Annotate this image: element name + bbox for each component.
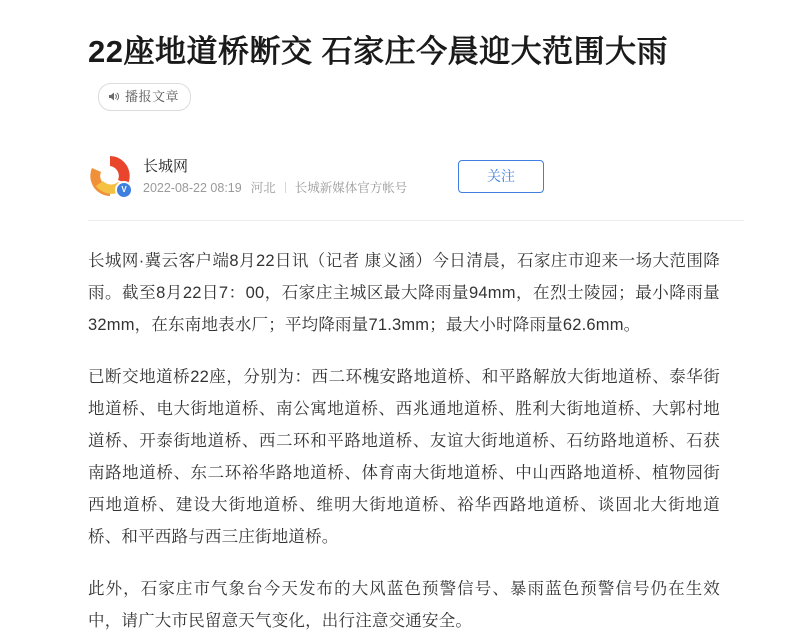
article-body: [88, 221, 744, 637]
region-label: 河北: [250, 180, 276, 195]
account-type: 长城新媒体官方帐号: [294, 180, 408, 195]
page-title-text: 22座地道桥断交 石家庄今晨迎大范围大雨: [88, 34, 669, 69]
source-name[interactable]: 长城网: [143, 157, 189, 175]
meta-line: [143, 180, 458, 196]
tts-play-button[interactable]: [98, 83, 191, 111]
meta-separator: [285, 182, 286, 193]
speaker-icon: [107, 90, 120, 103]
article-meta: [88, 154, 744, 221]
tts-play-label: 播报文章: [125, 88, 180, 104]
paragraph: 此外，石家庄市气象台今天发布的大风蓝色预警信号、暴雨蓝色预警信号仍在生效中，请广大市民留意天气变化，出行注意交通安全。: [88, 580, 720, 630]
paragraph: 已断交地道桥22座，分别为：西二环槐安路地道桥、和平路解放大街地道桥、泰华街地道桥、电大街地道桥、南公寓地道桥、西兆通地道桥、胜利大街地道桥、大郭村地道桥、开泰街地道桥、西二环和平路地道桥、友谊大街地道桥、石纺路地道桥、石获南路地道桥、东二环裕华路地道桥、体育南大街地道桥、中山西路地道桥、植物园街西地道桥、建设大街地道桥、维明大街地道桥、裕华西路地道桥、谈固北大街地道桥、和平西路与西三庄街地道桥。: [88, 368, 720, 546]
source-info: [143, 157, 458, 196]
paragraph: 长城网·冀云客户端8月22日讯（记者 康义涵）今日清晨，石家庄市迎来一场大范围降雨。截至8月22日7：00，石家庄主城区最大降雨量94mm，在烈士陵园；最小降雨量32mm，在东南地表水厂；平均降雨量71.3mm；最大小时降雨量62.6mm。: [88, 252, 720, 334]
avatar[interactable]: [88, 154, 132, 198]
timestamp: 2022-08-22 08:19: [143, 180, 242, 195]
page-title: [88, 28, 744, 124]
verified-badge: V: [115, 181, 133, 199]
follow-button[interactable]: 关注: [458, 160, 544, 193]
